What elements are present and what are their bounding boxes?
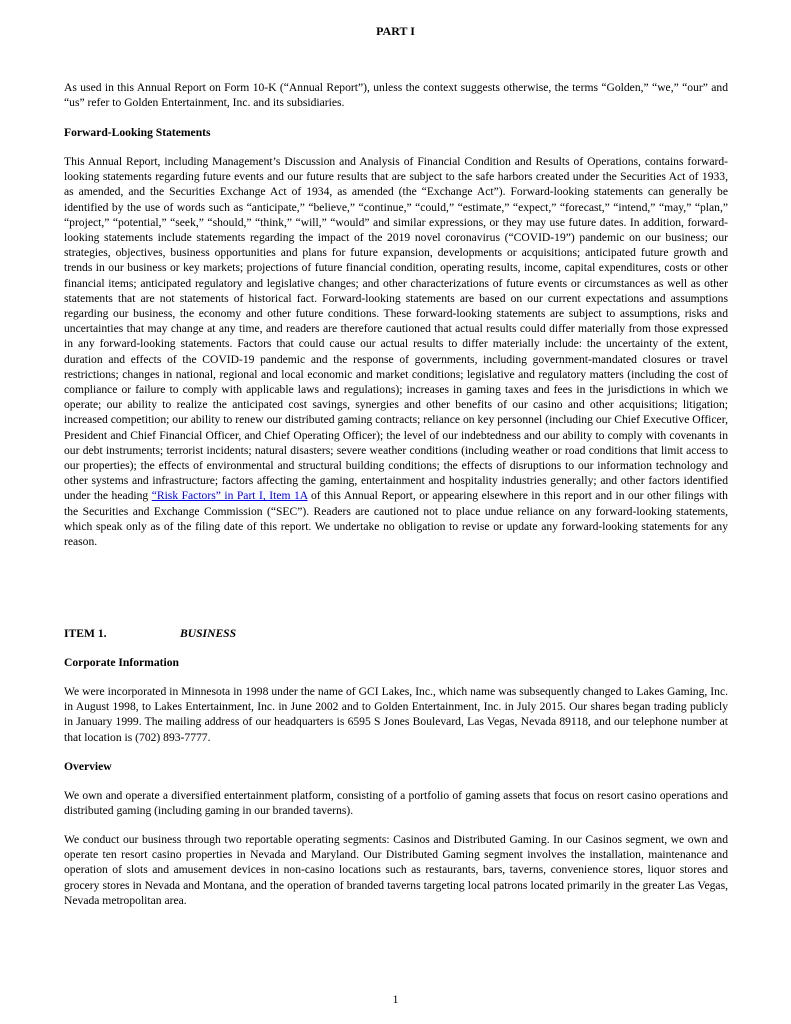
forward-text-before-link: This Annual Report, including Management’s Discussion and Analysis of Financial Condition and Results of Operations, contains forward-looking statements regarding future events and our future results that are subject to the safe harbors created under the Securities Act of 1933, as amended, and the Securities Exchange Act of 1934, as amended (the “Exchange Act”). Forward-looking statements can generally be identified by the use of words such as “anticipate,” “believe,” “continue,” “could,” “estimate,” “expect,” “forecast,” “intend,” “may,” “plan,” “project,” “potential,” “seek,” “should,” “think,” “will,” “would” and similar expressions, or they may use future dates. In addition, forward-looking statements include statements regarding the impact of the 2019 novel coronavirus (“COVID-19”) pandemic on our business; our strategies, objectives, business opportunities and plans for future expansion, developments or acquisitions; anticipated future growth and trends in our business or key markets; projections of future financial condition, operating results, income, capital expenditures, costs or other financial items; anticipated regulatory and legislative changes; and other characterizations of future events or circumstances as well as other statements that are not statements of historical fact. Forward-looking statements are based on our current expectations and assumptions regarding our business, the economy and other future conditions. These forward-looking statements are subject to assumptions, risks and uncertainties that may change at any time, and readers are therefore cautioned that actual results could differ materially from those expressed in any forward-looking statements. Factors that could cause our actual results to differ materially include: the uncertainty of the extent, duration and effects of the COVID-19 pandemic and the response of governments, including government-mandated closures or travel restrictions; changes in national, regional and local economic and market conditions; legislative and regulatory matters (including the cost of compliance or failure to comply with applicable laws and regulations); increases in gaming taxes and fees in the jurisdictions in which we operate; our ability to realize the anticipated cost savings, synergies and other benefits of our casino and other acquisitions; litigation; increased competition; our ability to renew our distributed gaming contracts; reliance on key personnel (including our Chief Executive Officer, President and Chief Financial Officer, and Chief Operating Officer); the level of our indebtedness and our ability to comply with covenants in our debt instruments; terrorist incidents; natural disasters; severe weather conditions (including weather or road conditions that limit access to our properties); the effects of environmental and structural building conditions; the effects of disruptions to our information technology and other systems and infrastructure; factors affecting the gaming, entertainment and hospitality industries generally; and other factors identified under the heading (64, 155, 728, 503)
overview-heading-block (64, 759, 728, 774)
risk-factors-link[interactable]: “Risk Factors” in Part I, Item 1A (151, 489, 308, 503)
item-number: ITEM 1. (64, 627, 107, 640)
overview-heading: Overview (64, 760, 112, 773)
overview-paragraph-1: We own and operate a diversified entertainment platform, consisting of a portfolio of gaming assets that focus on resort casino operations and distributed gaming (including gaming in our branded taverns). (64, 789, 728, 818)
part-title: PART I (376, 24, 415, 38)
corporate-heading-block (64, 655, 728, 670)
item-title: BUSINESS (180, 627, 237, 640)
forward-text-after-link: of this Annual Report, or appearing elsewhere in this report and in our other filings with the Securities and Exchange Commission (“SEC”). Readers are cautioned not to place undue reliance on any forward-looking statements, which speak only as of the filing date of this report. We undertake no obligation to revise or update any forward-looking statements for any reason. (64, 489, 728, 549)
forward-looking-paragraph (64, 154, 728, 549)
corporate-information-paragraph: We were incorporated in Minnesota in 1998 under the name of GCI Lakes, Inc., which name was subsequently changed to Lakes Gaming, Inc. in August 1998, to Lakes Entertainment, Inc. in June 2002 and to Golden Entertainment, Inc. in July 2015. Our shares began trading publicly in January 1999. The mailing address of our headquarters is 6595 S Jones Boulevard, Las Vegas, Nevada 89118, and our telephone number at that location is (702) 893-7777. (64, 685, 728, 744)
page-number: 1 (392, 993, 399, 1006)
item-heading-block (64, 626, 728, 641)
forward-heading-block (64, 125, 728, 140)
overview-text-1-block (64, 788, 728, 818)
intro-paragraph: As used in this Annual Report on Form 10-K (“Annual Report”), unless the context suggests otherwise, the terms “Golden,” “we,” “our” and “us” refer to Golden Entertainment, Inc. and its subsidiaries. (64, 81, 728, 110)
forward-text-block (64, 154, 728, 549)
forward-looking-heading: Forward-Looking Statements (64, 126, 211, 139)
corporate-information-heading: Corporate Information (64, 656, 179, 669)
overview-text-2-block (64, 832, 728, 908)
intro-block (64, 80, 728, 110)
item-1-heading (64, 626, 728, 641)
overview-paragraph-2: We conduct our business through two reportable operating segments: Casinos and Distributed Gaming. In our Casinos segment, we own and operate ten resort casino properties in Nevada and Maryland. Our Distributed Gaming segment involves the installation, maintenance and operation of slots and amusement devices in non-casino locations such as restaurants, bars, taverns, convenience stores, liquor stores and grocery stores in Nevada and Montana, and the operation of branded taverns targeting local patrons located primarily in the greater Las Vegas, Nevada metropolitan area. (64, 833, 728, 907)
corporate-text-block (64, 684, 728, 745)
